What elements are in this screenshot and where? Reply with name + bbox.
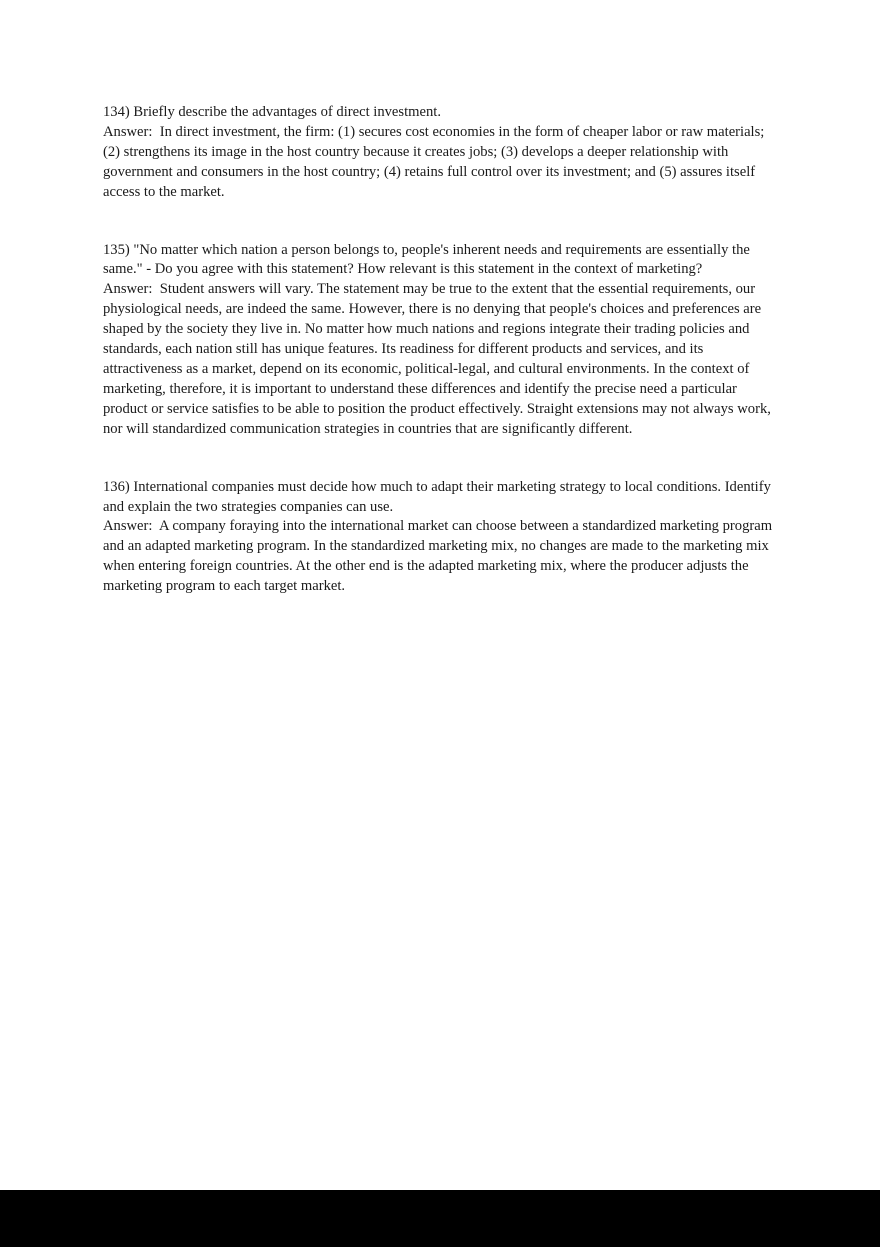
document-content (103, 103, 779, 635)
question-text: 134) Briefly describe the advantages of direct investment. (103, 104, 441, 120)
answer-text: Answer: A company foraying into the international market can choose between a standardized marketing program and an adapted marketing program. In the standardized marketing mix, no changes are made to the marketing mix when entering foreign countries. At the other end is the adapted marketing mix, where the producer adjusts the marketing program to each target market. (103, 518, 776, 595)
question-text: 136) International companies must decide how much to adapt their marketing strategy to local conditions. Identify and explain the two strategies companies can use. (103, 478, 775, 515)
question-text: 135) "No matter which nation a person belongs to, people's inherent needs and requirements are essentially the same." - Do you agree with this statement? How relevant is this statement in the context of marketing? (103, 241, 754, 278)
qa-block-135 (103, 241, 779, 440)
qa-block-136 (103, 478, 779, 597)
qa-block-134 (103, 103, 779, 203)
answer-text: Answer: In direct investment, the firm: (1) secures cost economies in the form of cheaper labor or raw materials; (2) strengthens its image in the host country because it creates jobs; (3) develops a deeper relationship with government and consumers in the host country; (4) retains full control over its investment; and (5) assures itself access to the market. (103, 123, 769, 200)
page-bottom-bar (0, 1190, 880, 1247)
answer-text: Answer: Student answers will vary. The statement may be true to the extent that the essential requirements, our physiological needs, are indeed the same. However, there is no denying that people's choices and preferences are shaped by the society they live in. No matter how much nations and regions integrate their trading policies and standards, each nation still has unique features. Its readiness for different products and services, and its attractiveness as a market, depend on its economic, political-legal, and cultural environments. In the context of marketing, therefore, it is important to understand these differences and identify the precise need a particular product or service satisfies to be able to position the product effectively. Straight extensions may not always work, nor will standardized communication strategies in countries that are significantly different. (103, 281, 775, 437)
